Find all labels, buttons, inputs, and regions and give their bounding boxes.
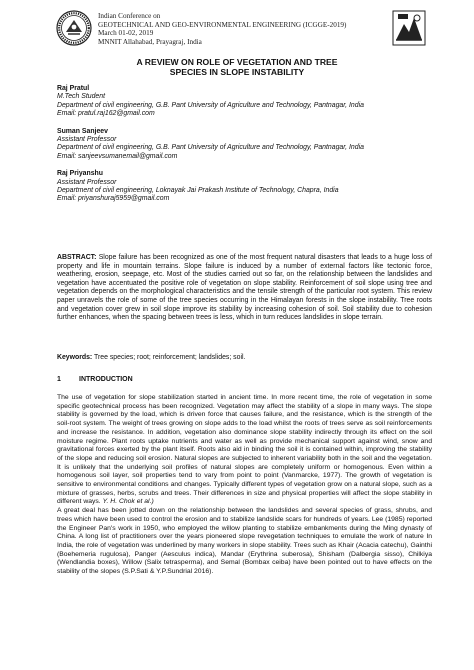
title-line: SPECIES IN SLOPE INSTABILITY (169, 67, 305, 78)
section-number: 1 (57, 376, 61, 383)
citation-text: Y. H. Chok et al.) (102, 498, 154, 506)
conference-info (98, 12, 388, 46)
conference-line: GEOTECHNICAL AND GEO-ENVIRONMENTAL ENGINEERING (ICGGE-2019) (98, 20, 347, 29)
conference-seal-logo (56, 10, 92, 46)
paper-title (40, 57, 434, 78)
author-position: Assistant Professor (57, 136, 117, 144)
keywords (57, 354, 432, 363)
author-position: M.Tech Student (57, 93, 106, 101)
keywords-label: Keywords: (57, 354, 93, 361)
author-department: Department of civil engineering, Loknayak Jai Prakash Institute of Technology, Chapra, India (57, 187, 339, 195)
abstract-text: Slope failure has been recognized as one of the most frequent natural disasters that leads to a huge loss of property and life in mountain terrains. Slope failure is induced by a number of external factors like tectonic force, weathering, erosion, seepage, etc. Most of the studies carried out so far, on the relationship between the landslides and vegetation have accentuated the positive role of vegetation on slope stability. Reinforcement of soil slope using tree and vegetation depends on the morphological characteristics and the tensile strength of the particular root system. This review paper unravels the role of some of the tree species occurring in the Himalayan forests in the slope instability. Tree roots and vegetation cover grew in soil slope improve its stability by increasing cohesion of soil. Soil stability due to cohesion further enhances, when the spacing between trees is less, which in turn reduces landslides in slope terrain. (57, 254, 432, 322)
abstract-label: ABSTRACT: (57, 254, 97, 261)
institute-logo (392, 10, 426, 46)
section-heading (57, 375, 432, 384)
body-text (57, 394, 432, 577)
author-name: Raj Priyanshu (57, 170, 103, 178)
keywords-text: Tree species; root; reinforcement; landslides; soil. (94, 354, 246, 361)
author-list (57, 85, 432, 213)
author-department: Department of civil engineering, G.B. Pant University of Agriculture and Technology, Pantnagar, India (57, 101, 364, 109)
author-department: Department of civil engineering, G.B. Pant University of Agriculture and Technology, Pantnagar, India (57, 144, 364, 152)
author-block (57, 85, 432, 119)
abstract (57, 254, 432, 323)
author-email: Email: priyanshuraj5959@gmail.com (57, 195, 170, 203)
conference-line: MNNIT Allahabad, Prayagraj, India (98, 37, 202, 46)
paragraph: A great deal has been jotted down on the relationship between the landslides and several species of grass, shrubs, and trees which have been used to control the erosion and to stabilize landslide scars for hundreds of years. Lee (1985) reported the Engineer Pan's work in 1950, who employed the willow planting to stabilize embankments during the Ming dynasty of China. A long list of practitioners over the years pioneered slope revegetation techniques to emulate the work of nature In India, the role of vegetation was underlined by many workers in slope stability. Trees such as Khair (Acacia catechu), Gainthi (Boehemeria rugulosa), Panger (Aesculus indica), Mandar (Erythrina suberosa), Shisham (Dalbergia sisso), Chilkiya (Wendlandia boxes), Willow (Salix tetrasperma), and Semal (Bombax ceiba) have been pointed out to have effects on the stability of the slopes (S.P.Sati & Y.P.Sundrial 2016). (57, 507, 432, 576)
author-position: Assistant Professor (57, 178, 117, 186)
author-name: Raj Pratul (57, 85, 90, 92)
author-email: Email: sanjeevsumanemail@gmail.com (57, 152, 178, 160)
title-line: A REVIEW ON ROLE OF VEGETATION AND TREE (136, 57, 338, 67)
author-email: Email: pratul.raj162@gmail.com (57, 110, 155, 118)
conference-line: March 01-02, 2019 (98, 29, 154, 38)
paragraph-text: The use of vegetation for slope stabilization started in ancient time. In more recent time, the role of vegetation in some specific geotechnical process has been recognized. Vegetation may affect the stability of a slope in many ways. The slope stability is governed by the load, which is driven force that causes failure, and the resistance, which is the strength of the soil-root system. The weight of trees growing on slope adds to the load whilst the roots of trees serve as soil reinforcements and increase the resistance. In addition, vegetation also dominance slope stability indirectly through its effect on the soil moisture regime. Plant roots uptake nutrients and water as well as provide mechanical support against wind, snow and gravitational forces exerted by the plant itself. Roots also aid in binding the soil it is contained within, improving the stability of the slope and reducing soil erosion. Natural slopes are subjected to inherent variability both in the soil and the vegetation. It is unlikely that the underlying soil profiles of natural slopes are completely uniform or homogenous. Even within a homogenous soil layer, soil properties tend to vary from point to point (Vanmarcke, 1977). The growth of vegetation is sensitive to environmental conditions and changes. Typically different types of vegetation grow on a natural slope, such as a mixture of grasses, herbs, scrubs and trees. Their differences in size and physical properties will affect the slope stability in different ways. (57, 394, 432, 506)
conference-line: Indian Conference on (98, 12, 161, 20)
author-block (57, 170, 432, 204)
paragraph (57, 394, 432, 507)
section-title: INTRODUCTION (79, 376, 133, 383)
author-name: Suman Sanjeev (57, 127, 108, 135)
author-block (57, 128, 432, 162)
